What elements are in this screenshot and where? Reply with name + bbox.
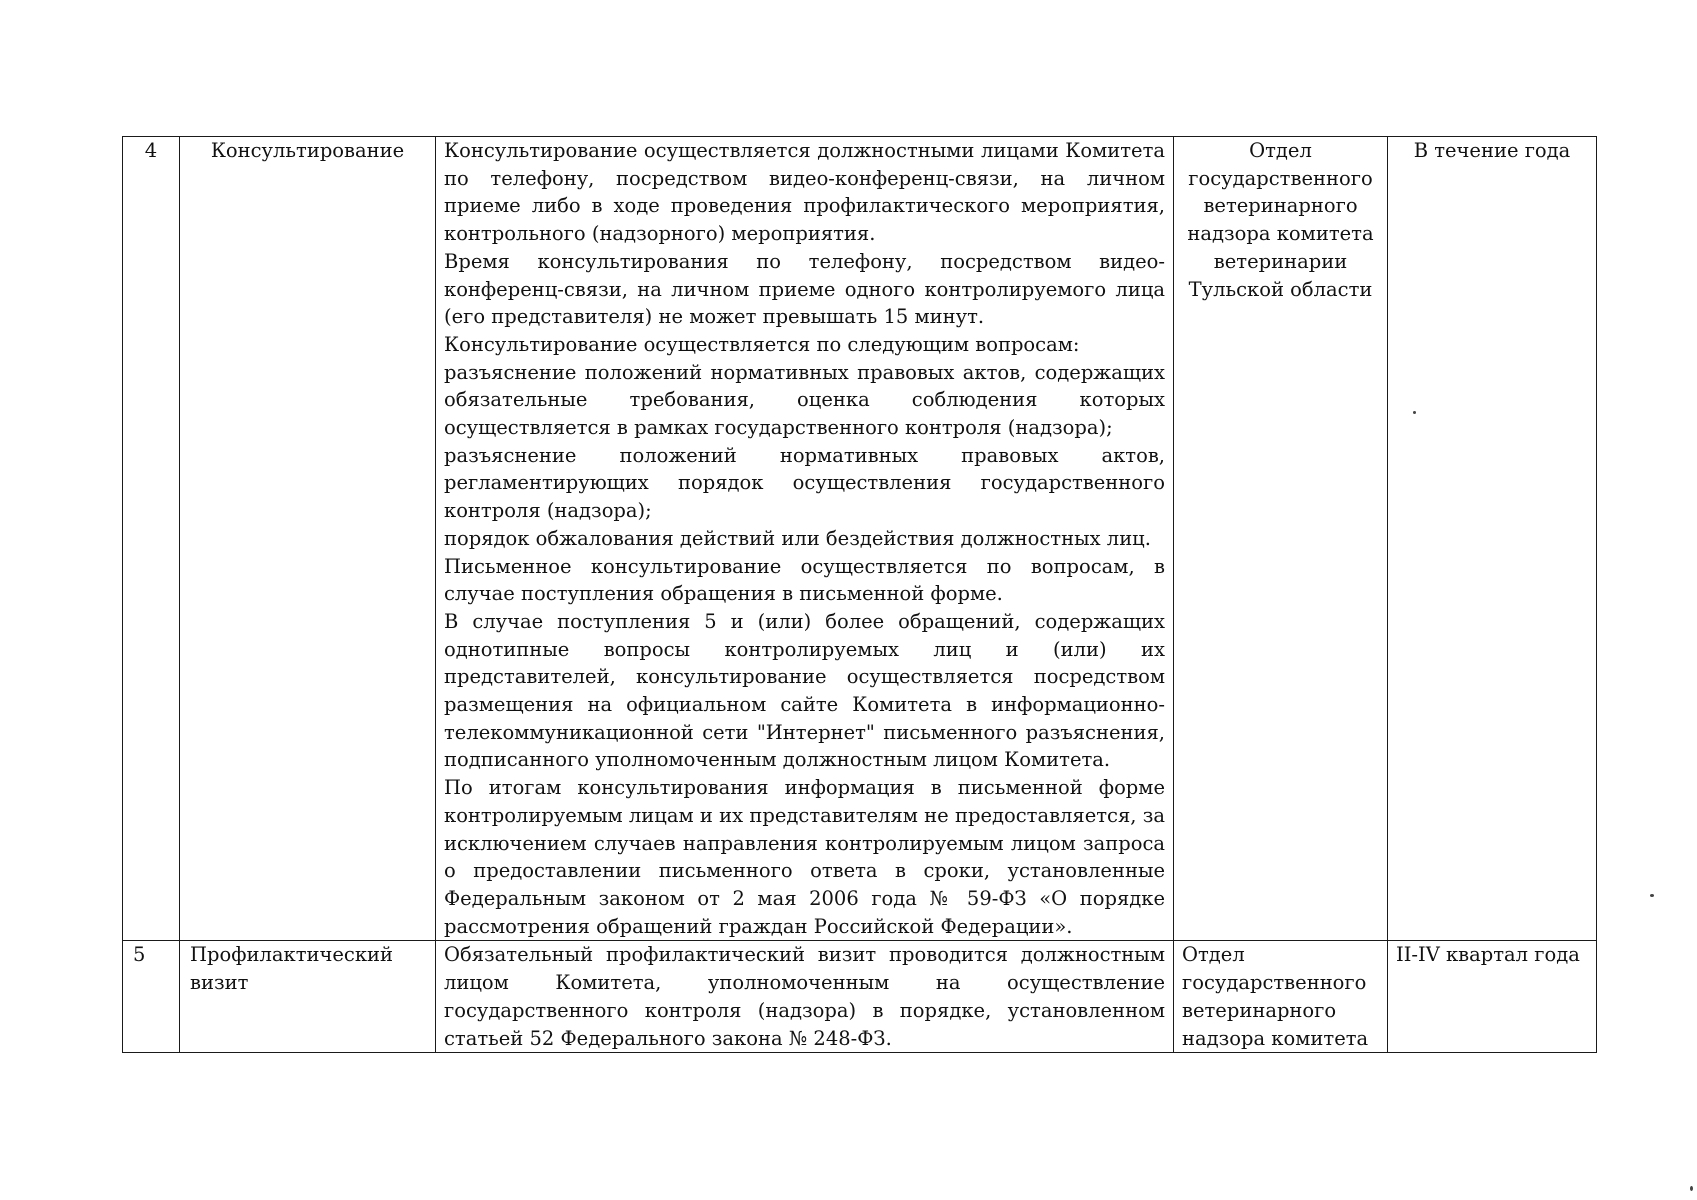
paragraph: разъяснение положений нормативных правовых актов, регламентирующих порядок осуществления государственного контроля (надзора); <box>444 443 1165 523</box>
paragraph: Время консультирования по телефону, посредством видео-конференц-связи, на личном приеме одного контролируемого лица (его представителя) не может превышать 15 минут. <box>444 249 1165 329</box>
paragraph: порядок обжалования действий или бездействия должностных лиц. <box>444 526 1151 550</box>
paragraph: разъяснение положений нормативных правовых актов, содержащих обязательные требования, оценка соблюдения которых осуществляется в рамках государственного контроля (надзора); <box>444 360 1165 440</box>
row-number: 4 <box>123 137 180 941</box>
table-row <box>123 137 1597 941</box>
paragraph: По итогам консультирования информация в письменной форме контролируемым лицам и их представителям не предоставляется, за исключением случаев направления контролируемым лицом запроса о предоставлении письменного ответа в сроки, установленные Федеральным законом от 2 мая 2006 года № 59-ФЗ «О порядке рассмотрения обращений граждан Российской Федерации». <box>444 776 1165 938</box>
table-row <box>123 941 1597 1053</box>
responsible-unit: Отдел государственного ветеринарного надзора комитета ветеринарии Тульской области <box>1174 137 1388 941</box>
execution-term: В течение года <box>1388 137 1597 941</box>
paragraph: Консультирование осуществляется должностными лицами Комитета по телефону, посредством видео-конференц-связи, на личном приеме либо в ходе проведения профилактического мероприятия, контрольного (надзорного) мероприятия. <box>444 139 1165 246</box>
row-number: 5 <box>123 941 180 1053</box>
measure-name: Профилактический визит <box>180 941 436 1053</box>
scan-speck <box>1690 1186 1693 1191</box>
scan-speck <box>1650 894 1654 897</box>
paragraph: Письменное консультирование осуществляется по вопросам, в случае поступления обращения в письменной форме. <box>444 554 1165 606</box>
plan-table <box>122 136 1597 1053</box>
paragraph: В случае поступления 5 и (или) более обращений, содержащих однотипные вопросы контролируемых лиц и (или) их представителей, консультирование осуществляется посредством размещения на официальном сайте Комитета в информационно-телекоммуникационной сети "Интернет" письменного разъяснения, подписанного уполномоченным должностным лицом Комитета. <box>444 609 1165 772</box>
measure-description <box>436 137 1174 941</box>
execution-term: II-IV квартал года <box>1388 941 1597 1053</box>
scan-speck <box>1413 411 1416 414</box>
measure-name: Консультирование <box>180 137 436 941</box>
measure-description <box>436 941 1174 1053</box>
paragraph: Консультирование осуществляется по следующим вопросам: <box>444 332 1080 356</box>
paragraph: Обязательный профилактический визит проводится должностным лицом Комитета, уполномоченным на осуществление государственного контроля (надзора) в порядке, установленном статьей 52 Федерального закона № 248-ФЗ. <box>444 943 1165 1050</box>
responsible-unit: Отдел государственного ветеринарного надзора комитета <box>1174 941 1388 1053</box>
